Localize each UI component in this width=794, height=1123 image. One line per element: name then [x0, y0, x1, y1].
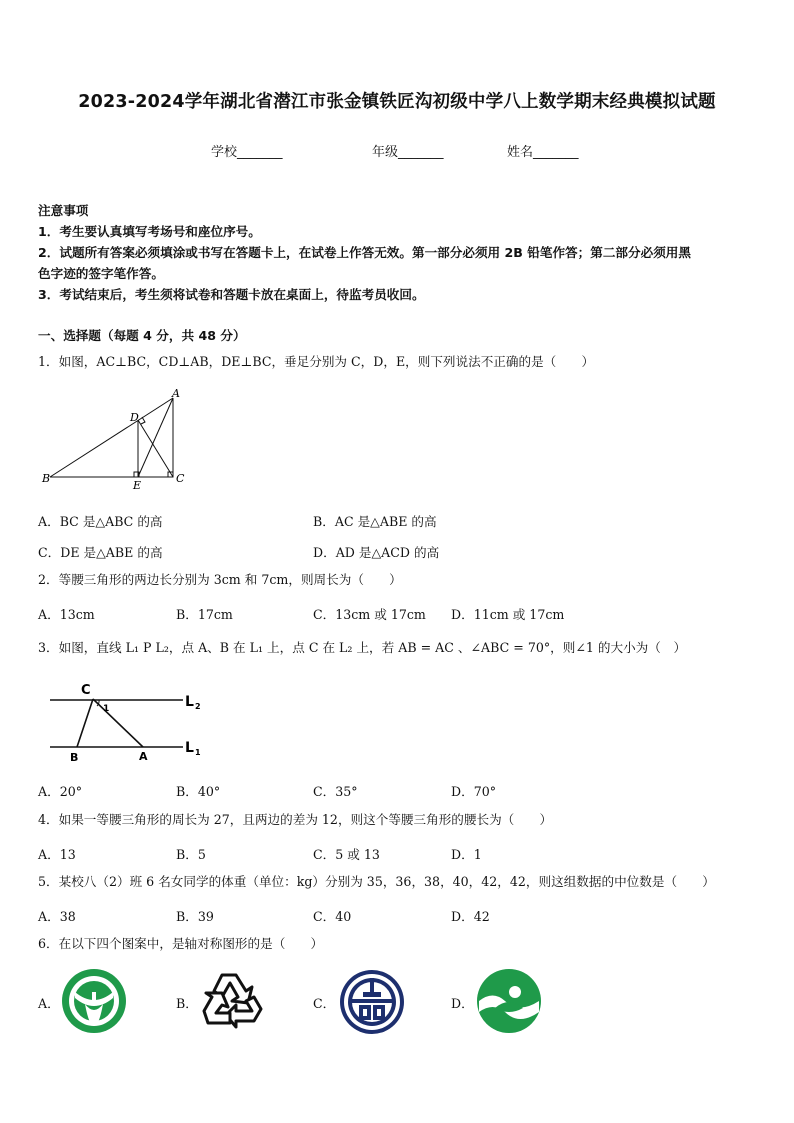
question-2-option: C．13cm 或 17cm: [313, 607, 426, 622]
label-l1-sub: 1: [195, 748, 201, 757]
question-3-option: C．35°: [313, 784, 358, 799]
notice-heading: 注意事项: [38, 203, 89, 218]
question-4-option: D．1: [451, 847, 482, 862]
question-1-option: A．BC 是△ABC 的高: [38, 514, 163, 529]
label-e: E: [133, 479, 142, 492]
question-3-figure: [45, 680, 215, 765]
question-2-stem: 2．等腰三角形的两边长分别为 3cm 和 7cm，则周长为（ ）: [38, 572, 402, 587]
label-a: A: [139, 750, 148, 763]
question-5-option: A．38: [38, 909, 76, 924]
bank-logo-icon: [338, 968, 406, 1036]
label-a: A: [172, 387, 180, 400]
grade-field: 年级_______: [372, 145, 444, 160]
label-d: D: [130, 411, 139, 424]
label-l1: L: [185, 740, 194, 756]
question-1-stem: 1．如图，AC⊥BC，CD⊥AB，DE⊥BC，垂足分别为 C，D，E，则下列说法不正确的是（ ）: [38, 354, 595, 369]
question-5-option: B．39: [176, 909, 214, 924]
name-field: 姓名_______: [507, 145, 579, 160]
notice-item: 3．考试结束后，考生须将试卷和答题卡放在桌面上，待监考员收回。: [38, 287, 425, 302]
question-6-stem: 6．在以下四个图案中，是轴对称图形的是（ ）: [38, 936, 324, 951]
notice-item: 色字迹的签字笔作答。: [38, 266, 164, 281]
question-1-option: B．AC 是△ABE 的高: [313, 514, 437, 529]
page-title: 2023-2024学年湖北省潜江市张金镇铁匠沟初级中学八上数学期末经典模拟试题: [78, 92, 716, 112]
question-5-option: D．42: [451, 909, 490, 924]
question-2-option: B．17cm: [176, 607, 233, 622]
label-l2-sub: 2: [195, 702, 201, 711]
question-4-stem: 4．如果一等腰三角形的周长为 27，且两边的差为 12，则这个等腰三角形的腰长为（ ）: [38, 812, 553, 827]
question-2-option: A．13cm: [38, 607, 95, 622]
question-5-stem: 5．某校八（2）班 6 名女同学的体重（单位：kg）分别为 35，36，38，40，42，42，则这组数据的中位数是（ ）: [38, 874, 715, 889]
question-1-figure: [40, 387, 190, 492]
recycle-icon: [200, 969, 266, 1031]
question-2-option: D．11cm 或 17cm: [451, 607, 565, 622]
question-6-option: D．: [451, 996, 474, 1011]
question-3-option: D．70°: [451, 784, 497, 799]
question-6-option: A．: [38, 996, 60, 1011]
school-field: 学校_______: [211, 145, 283, 160]
section-heading: 一、选择题（每题 4 分，共 48 分）: [38, 328, 246, 343]
question-4-option: A．13: [38, 847, 76, 862]
question-3-stem: 3．如图，直线 L₁ P L₂，点 A、B 在 L₁ 上，点 C 在 L₂ 上，若 AB = AC 、∠ABC = 70°，则∠1 的大小为（ ）: [38, 640, 687, 655]
label-l2: L: [185, 694, 194, 710]
label-b: B: [42, 472, 51, 485]
label-b: B: [70, 751, 79, 764]
question-3-option: A．20°: [38, 784, 83, 799]
question-4-option: B．5: [176, 847, 206, 862]
water-logo-icon: [475, 968, 543, 1034]
question-6-option: B．: [176, 996, 198, 1011]
notice-item: 2．试题所有答案必须填涂或书写在答题卡上，在试卷上作答无效。第一部分必须用 2B 铅笔作答；第二部分必须用黑: [38, 245, 691, 260]
angle-1-label: 1: [103, 704, 110, 714]
question-5-option: C．40: [313, 909, 352, 924]
notice-item: 1．考生要认真填写考场号和座位序号。: [38, 224, 261, 239]
question-3-option: B．40°: [176, 784, 221, 799]
label-c: C: [176, 472, 185, 485]
green-food-logo-icon: [61, 968, 127, 1034]
question-4-option: C．5 或 13: [313, 847, 380, 862]
label-c: C: [81, 683, 91, 698]
question-1-option: D．AD 是△ACD 的高: [313, 545, 440, 560]
question-6-option: C．: [313, 996, 336, 1011]
question-1-option: C．DE 是△ABE 的高: [38, 545, 163, 560]
